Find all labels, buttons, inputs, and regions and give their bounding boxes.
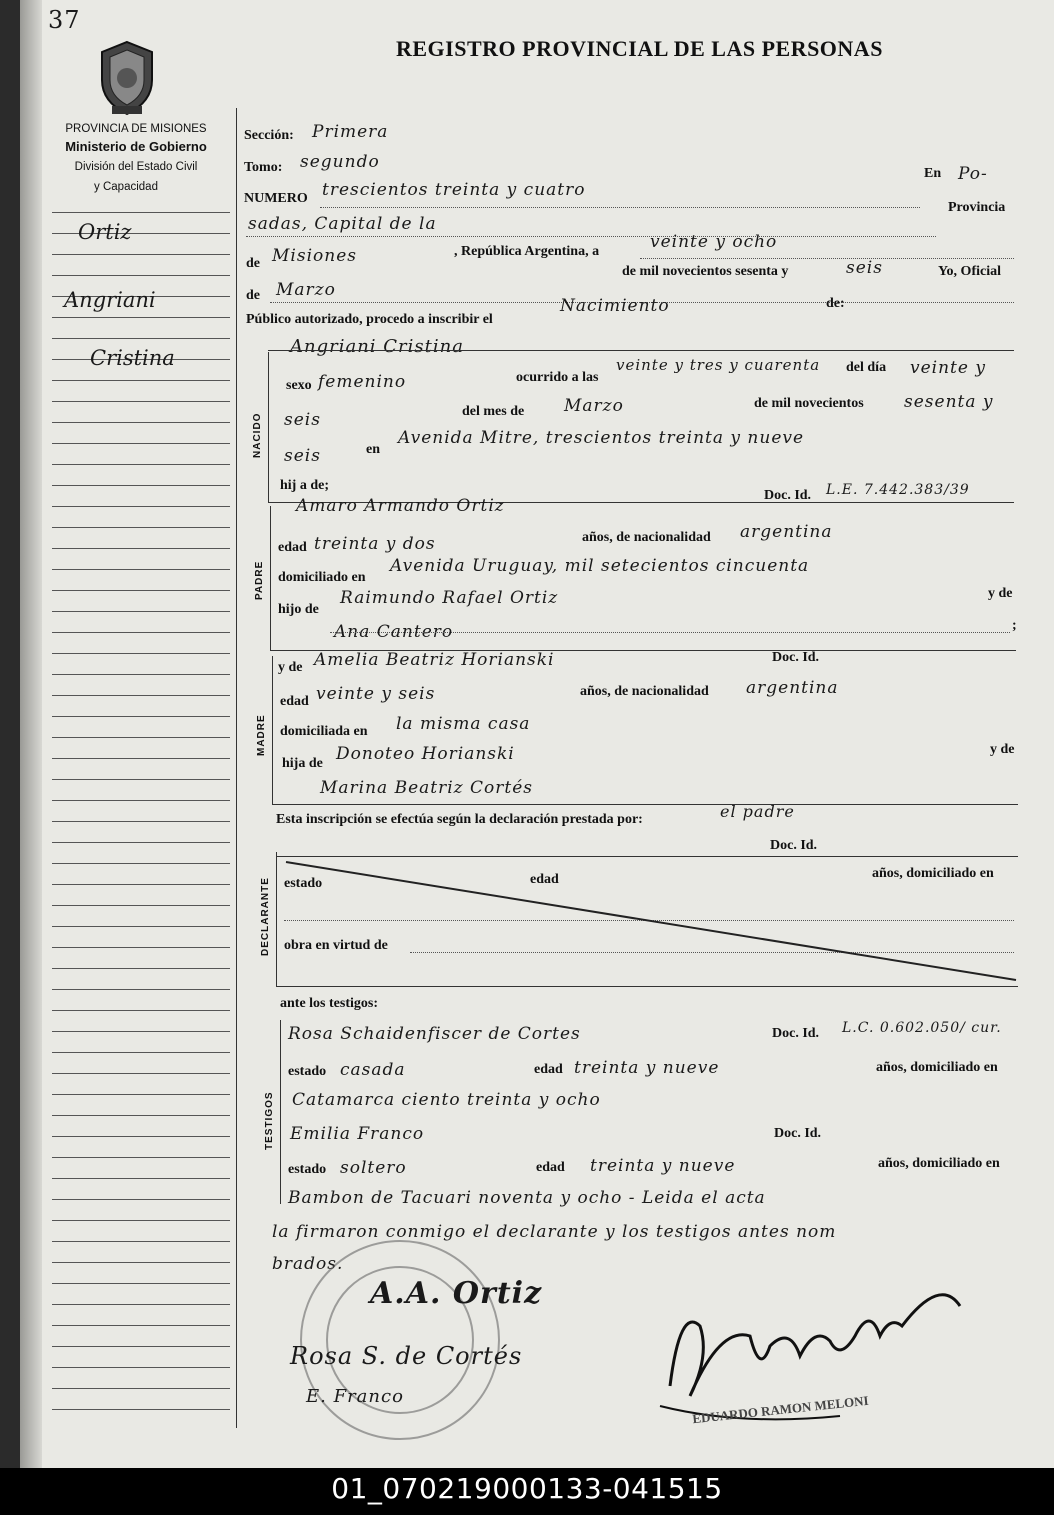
dia2-value: seis	[284, 410, 321, 430]
del-dia-label: del día	[846, 360, 887, 375]
margin-rule	[52, 611, 230, 612]
margin-rule	[52, 422, 230, 423]
margin-rule	[52, 275, 230, 276]
margin-rule	[52, 548, 230, 549]
tomo-label: Tomo:	[244, 160, 283, 175]
signature-padre: A.A. Ortiz	[370, 1276, 543, 1311]
de-mes-label: de	[246, 288, 260, 303]
anio-value: seis	[846, 258, 883, 278]
provincia-value: Misiones	[272, 246, 357, 266]
margin-first-name: Angriani	[64, 288, 156, 312]
testigo2-value: Emilia Franco	[290, 1124, 425, 1144]
margin-surname: Ortiz	[78, 220, 132, 244]
republica-label: , República Argentina, a	[454, 244, 600, 259]
margin-rule	[52, 1325, 230, 1326]
madre-anos-label: años, de nacionalidad	[580, 684, 709, 699]
margin-rule	[52, 443, 230, 444]
margin-rule	[52, 989, 230, 990]
madre-edad-label: edad	[280, 694, 309, 709]
testigo2-estado-value: soltero	[340, 1158, 407, 1178]
margin-rule	[52, 1262, 230, 1263]
margin-rule	[52, 695, 230, 696]
lugar-nac-value: Avenida Mitre, trescientos treinta y nueve	[398, 428, 805, 448]
testigo1-dom-value: Catamarca ciento treinta y ocho	[292, 1090, 601, 1110]
nacido-nombre-value: Angriani Cristina	[290, 336, 464, 357]
margin-rule	[52, 1073, 230, 1074]
signature-testigo2: E. Franco	[306, 1386, 404, 1407]
binding-edge	[0, 0, 20, 1468]
declarante-anos-label: años, domiciliado en	[872, 866, 994, 881]
de-mil-nov-label: de mil novecientos	[754, 396, 864, 411]
margin-rule	[52, 716, 230, 717]
madre-madre-value: Marina Beatriz Cortés	[320, 778, 534, 798]
margin-rule	[52, 464, 230, 465]
official-seal-stamp	[300, 1240, 500, 1440]
madre-y-de-label: y de	[278, 660, 303, 675]
division-label: División del Estado Civil	[74, 161, 198, 173]
madre-dom-label: domiciliada en	[280, 724, 368, 739]
margin-rule	[52, 212, 230, 213]
margin-rule	[52, 800, 230, 801]
binding-shadow	[20, 0, 42, 1468]
margin-rule	[52, 1199, 230, 1200]
declarante-edad-label: edad	[530, 872, 559, 887]
margin-rule	[52, 1157, 230, 1158]
madre-divider	[272, 656, 273, 804]
testigo1-doc-label: Doc. Id.	[772, 1026, 820, 1041]
margin-rule	[52, 926, 230, 927]
margin-rule	[52, 905, 230, 906]
main-divider	[236, 108, 237, 1428]
margin-rule	[52, 947, 230, 948]
ministry-label: Ministerio de Gobierno	[65, 139, 207, 154]
margin-rule	[52, 758, 230, 759]
testigo1-estado-value: casada	[340, 1060, 406, 1080]
padre-label: PADRE	[254, 560, 265, 600]
margin-rule	[52, 1367, 230, 1368]
numero-value: trescientos treinta y cuatro	[322, 180, 586, 200]
de-mil-label: de mil novecientos sesenta y	[622, 264, 789, 279]
madre-nombre-value: Amelia Beatriz Horianski	[314, 650, 555, 670]
padre-dom-label: domiciliado en	[278, 570, 366, 585]
seccion-label: Sección:	[244, 128, 294, 143]
margin-rule	[52, 401, 230, 402]
testigo2-estado-label: estado	[288, 1162, 327, 1177]
tomo-value: segundo	[300, 152, 380, 172]
document-title: REGISTRO PROVINCIAL DE LAS PERSONAS	[396, 36, 883, 61]
madre-edad-value: veinte y seis	[316, 684, 436, 704]
margin-rule	[52, 1052, 230, 1053]
margin-rule	[52, 1304, 230, 1305]
nacido-label: NACIDO	[252, 412, 263, 458]
hora-value: veinte y tres y cuarenta	[616, 356, 821, 374]
testigo2-anos-label: años, domiciliado en	[878, 1156, 1000, 1171]
margin-rule	[52, 569, 230, 570]
numero-label: NUMERO	[244, 191, 308, 206]
margin-rule	[52, 674, 230, 675]
padre-doc-label: Doc. Id.	[764, 488, 812, 503]
padre-nombre-value: Amaro Armando Ortiz	[296, 496, 505, 516]
publico-label: Público autorizado, procedo a inscribir el	[246, 312, 493, 327]
madre-hija-value: Donoteo Horianski	[336, 744, 515, 764]
margin-rule	[52, 632, 230, 633]
padre-y-de-label: y de	[988, 586, 1013, 601]
province-label: PROVINCIA DE MISIONES	[65, 123, 207, 135]
closing-line2: brados.	[272, 1254, 344, 1274]
padre-dom-value: Avenida Uruguay, mil setecientos cincuenta	[390, 556, 810, 576]
margin-rule	[52, 338, 230, 339]
testigos-label: TESTIGOS	[264, 1091, 275, 1150]
padre-nac-value: argentina	[740, 522, 833, 542]
margin-rule	[52, 1031, 230, 1032]
margin-rule	[52, 1178, 230, 1179]
anio-nac-value: sesenta y	[904, 392, 994, 412]
padre-divider	[270, 506, 271, 650]
page-number: 37	[48, 6, 81, 34]
testigo1-edad-label: edad	[534, 1062, 563, 1077]
margin-rule	[52, 1241, 230, 1242]
margin-rule	[52, 1409, 230, 1410]
sexo-label: sexo	[286, 378, 312, 393]
padre-hijo-value: Raimundo Rafael Ortiz	[340, 588, 559, 608]
mes-value: Marzo	[276, 280, 336, 300]
padre-madre-value: Ana Cantero	[334, 622, 454, 642]
padre-semicolon: ;	[1012, 618, 1017, 633]
margin-rule	[52, 1346, 230, 1347]
margin-rule	[52, 968, 230, 969]
madre-doc-label: Doc. Id.	[772, 650, 820, 665]
capacity-label: y Capacidad	[94, 181, 158, 193]
ocurrido-label: ocurrido a las	[516, 370, 599, 385]
anio-nac2-value: seis	[284, 446, 321, 466]
yo-oficial-label: Yo, Oficial	[938, 264, 1001, 279]
inscripcion-label: Esta inscripción se efectúa según la declaración prestada por:	[276, 812, 643, 827]
padre-hijo-label: hijo de	[278, 602, 319, 617]
testigo2-edad-value: treinta y nueve	[590, 1156, 736, 1176]
en-nac-label: en	[366, 442, 380, 457]
strike-through-line	[276, 856, 1022, 986]
obra-label: obra en virtud de	[284, 938, 388, 953]
margin-rule	[52, 1136, 230, 1137]
signature-testigo1: Rosa S. de Cortés	[290, 1342, 523, 1370]
madre-dom-value: la misma casa	[396, 714, 531, 734]
declarante-value: el padre	[720, 802, 795, 821]
del-mes-label: del mes de	[462, 404, 525, 419]
padre-doc-value: L.E. 7.442.383/39	[826, 482, 970, 498]
margin-rule	[52, 842, 230, 843]
declarante-label: DECLARANTE	[260, 877, 271, 956]
hij-a-de-label: hij a de;	[280, 478, 329, 493]
margin-rule	[52, 1388, 230, 1389]
testigos-divider	[280, 1020, 281, 1204]
provincia-label: Provincia	[948, 200, 1006, 215]
margin-rule	[52, 884, 230, 885]
margin-rule	[52, 254, 230, 255]
testigo2-dom-value: Bambon de Tacuari noventa y ocho - Leida el acta	[288, 1188, 766, 1208]
testigos-label-text: ante los testigos:	[280, 996, 378, 1011]
padre-anos-label: años, de nacionalidad	[582, 530, 711, 545]
madre-y-de2-label: y de	[990, 742, 1015, 757]
sexo-value: femenino	[318, 372, 407, 392]
coat-of-arms-icon	[96, 40, 158, 116]
padre-edad-value: treinta y dos	[314, 534, 436, 554]
margin-rule	[52, 821, 230, 822]
declarante-estado-label: estado	[284, 876, 323, 891]
margin-rule	[52, 485, 230, 486]
nacido-divider	[268, 352, 269, 502]
mes-nac-value: Marzo	[564, 396, 624, 416]
margin-rule	[52, 1283, 230, 1284]
madre-nac-value: argentina	[746, 678, 839, 698]
margin-rule	[52, 317, 230, 318]
margin-rule	[52, 590, 230, 591]
testigo1-anos-label: años, domiciliado en	[876, 1060, 998, 1075]
testigo1-value: Rosa Schaidenfiscer de Cortes	[288, 1024, 581, 1044]
declarante-doc-label: Doc. Id.	[770, 838, 818, 853]
acto-value: Nacimiento	[560, 296, 670, 316]
margin-rule	[52, 1115, 230, 1116]
testigo1-doc-value: L.C. 0.602.050/ cur.	[842, 1020, 1002, 1036]
margin-rule	[52, 380, 230, 381]
margin-rule	[52, 1010, 230, 1011]
margin-second-name: Cristina	[90, 346, 175, 370]
margin-rule	[52, 527, 230, 528]
testigo2-doc-label: Doc. Id.	[774, 1126, 822, 1141]
lugar-value: sadas, Capital de la	[248, 214, 437, 234]
padre-edad-label: edad	[278, 540, 307, 555]
dia-value: veinte y	[910, 358, 986, 378]
en-value: Po-	[958, 164, 988, 184]
en-label: En	[924, 166, 942, 181]
margin-rule	[52, 1094, 230, 1095]
testigo2-edad-label: edad	[536, 1160, 565, 1175]
seccion-value: Primera	[312, 122, 389, 142]
margin-rule	[52, 1220, 230, 1221]
testigo1-edad-value: treinta y nueve	[574, 1058, 720, 1078]
closing-line1: la firmaron conmigo el declarante y los testigos antes nom	[272, 1222, 837, 1242]
madre-hija-label: hija de	[282, 756, 323, 771]
officer-signature	[640, 1266, 980, 1446]
margin-rule	[52, 863, 230, 864]
de-label: de	[246, 256, 260, 271]
margin-rule	[52, 737, 230, 738]
footer-code: 01_070219000133-041515	[331, 1472, 723, 1505]
margin-rule	[52, 653, 230, 654]
margin-rule	[52, 506, 230, 507]
fecha-dia-value: veinte y ocho	[650, 232, 778, 252]
margin-rule	[52, 779, 230, 780]
madre-label: MADRE	[256, 714, 267, 756]
testigo1-estado-label: estado	[288, 1064, 327, 1079]
officer-stamp-name: EDUARDO RAMON MELONI	[691, 1392, 870, 1427]
de-colon-label: de:	[826, 296, 845, 311]
